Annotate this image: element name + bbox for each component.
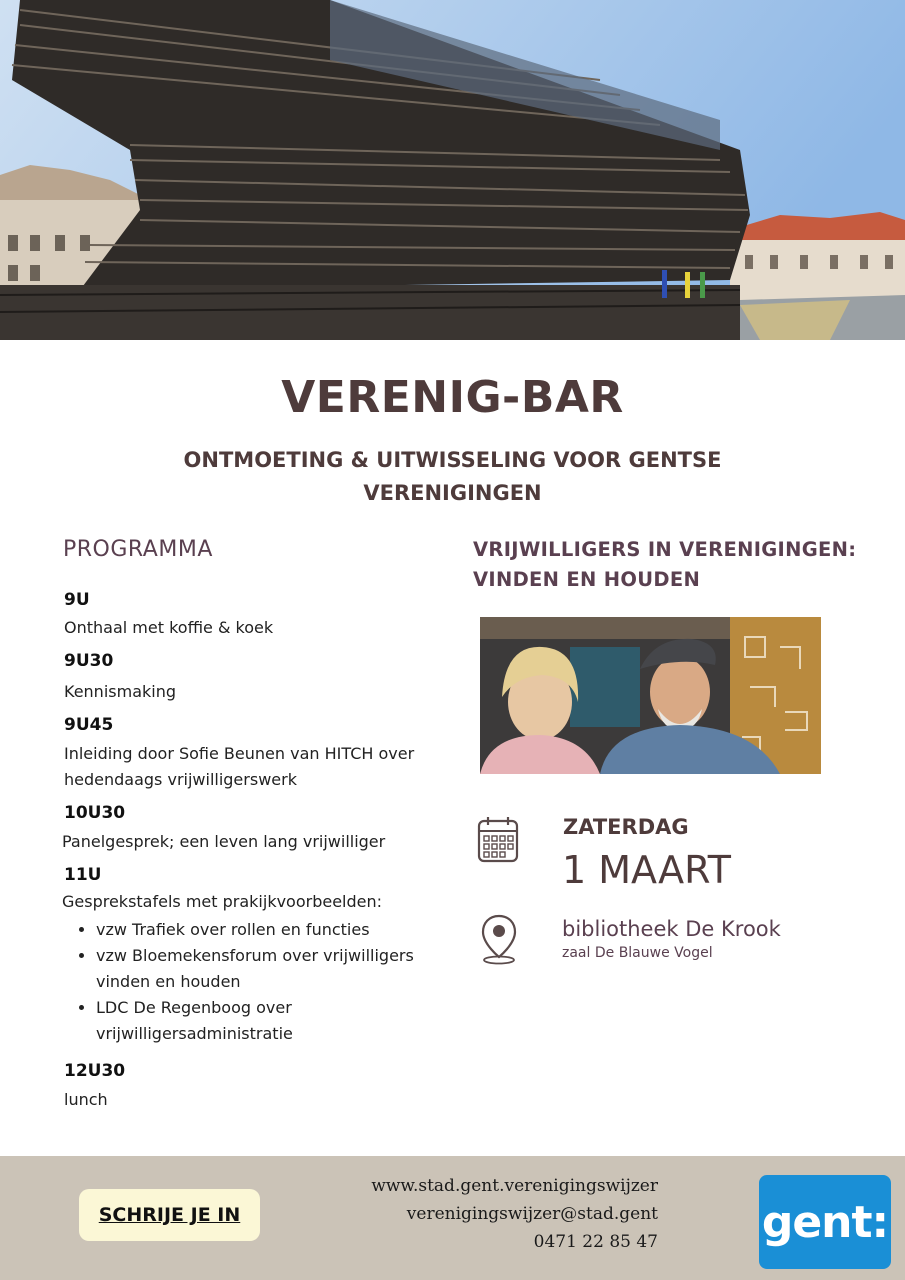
location-pin-icon	[480, 913, 518, 969]
slot-description: Gesprekstafels met prakijkvoorbeelden:	[62, 892, 383, 911]
slot-time: 10U30	[64, 803, 126, 823]
list-item: • vzw Bloemekensforum over vrijwilligers vinden en houden	[96, 943, 444, 995]
slot-time: 12U30	[64, 1061, 126, 1081]
program-slot	[64, 713, 444, 793]
calendar-icon	[476, 815, 520, 869]
email-link[interactable]: verenigingswijzer@stad.gent	[406, 1204, 658, 1224]
program-list	[64, 588, 444, 1113]
program-heading: PROGRAMMA	[63, 537, 213, 562]
page-subtitle: ONTMOETING & UITWISSELING VOOR GENTSE VERENIGINGEN	[183, 448, 722, 505]
venue-name: bibliotheek De Krook	[562, 917, 781, 941]
program-slot	[64, 863, 444, 1047]
website-link[interactable]: www.stad.gent.verenigingswijzer	[371, 1176, 658, 1196]
slot-time: 11U	[64, 865, 102, 885]
list-item: • LDC De Regenboog over vrijwilligersadministratie	[96, 995, 444, 1047]
slot-description: Onthaal met koffie & koek	[64, 618, 274, 637]
program-slot	[64, 588, 444, 641]
footer	[0, 1156, 905, 1280]
list-item: • vzw Trafiek over rollen en functies	[96, 917, 444, 943]
slot-description: Inleiding door Sofie Beunen van HITCH over hedendaags vrijwilligerswerk	[64, 744, 415, 789]
gent-logo: gent:	[759, 1175, 891, 1269]
program-slot	[64, 1059, 444, 1113]
volunteers-photo	[480, 617, 821, 774]
slot-time: 9U30	[64, 651, 114, 671]
contact-info	[371, 1172, 658, 1256]
theme-heading: VRIJWILLIGERS IN VERENIGINGEN: VINDEN EN HOUDEN	[473, 538, 857, 591]
slot-time: 9U	[64, 590, 90, 610]
signup-button[interactable]: SCHRIJE JE IN	[79, 1189, 260, 1241]
discussion-tables-list	[64, 917, 444, 1047]
slot-description: Kennismaking	[64, 682, 176, 701]
program-slot	[64, 801, 444, 855]
event-date: 1 MAART	[562, 848, 731, 892]
event-day: ZATERDAG	[563, 815, 689, 839]
page-title: VERENIG-BAR	[281, 372, 624, 423]
slot-description: lunch	[64, 1090, 108, 1109]
hero-photo-library-building	[0, 0, 905, 340]
slot-description: Panelgesprek; een leven lang vrijwilliger	[62, 832, 386, 851]
phone-number: 0471 22 85 47	[533, 1232, 658, 1252]
slot-time: 9U45	[64, 715, 114, 735]
venue-room: zaal De Blauwe Vogel	[562, 945, 713, 961]
program-slot	[64, 649, 444, 705]
